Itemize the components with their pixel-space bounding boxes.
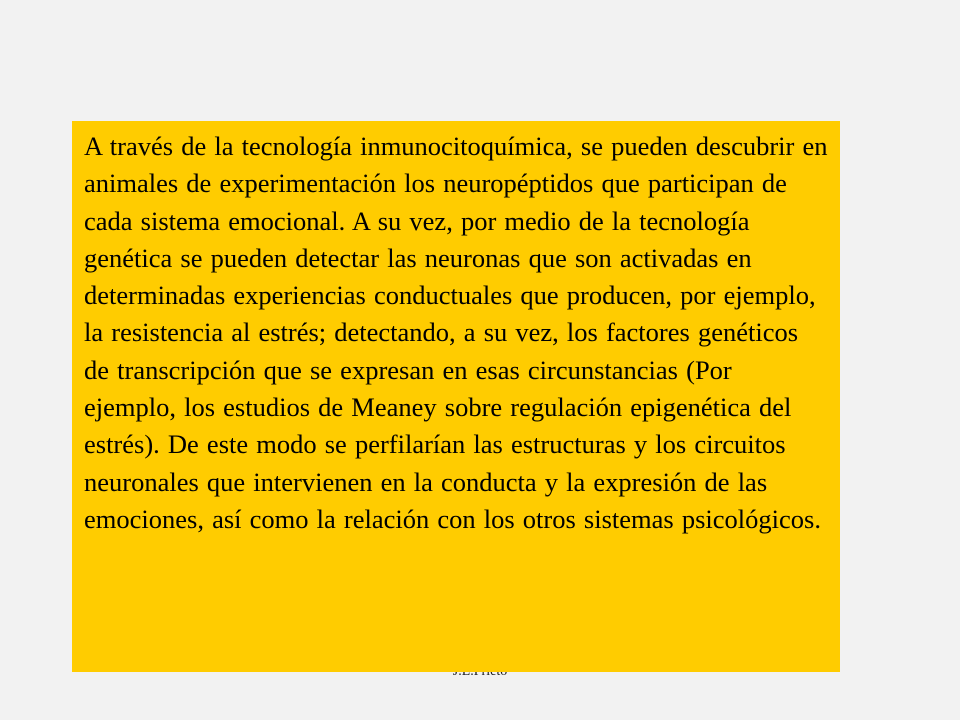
text-box (72, 121, 840, 672)
body-paragraph: A través de la tecnología inmunocitoquímica, se pueden descubrir en animales de experimentación los neuropéptidos que participan de cada sistema emocional. A su vez, por medio de la tecnología genética se pueden detectar las neuronas que son activadas en determinadas experiencias conductuales que producen, por ejemplo, la resistencia al estrés; detectando, a su vez, los factores genéticos de transcripción que se expresan en esas circunstancias (Por ejemplo, los estudios de Meaney sobre regulación epigenética del estrés). De este modo se perfilarían las estructuras y los circuitos neuronales que intervienen en la conducta y la expresión de las emociones, así como la relación con los otros sistemas psicológicos. (84, 131, 828, 534)
